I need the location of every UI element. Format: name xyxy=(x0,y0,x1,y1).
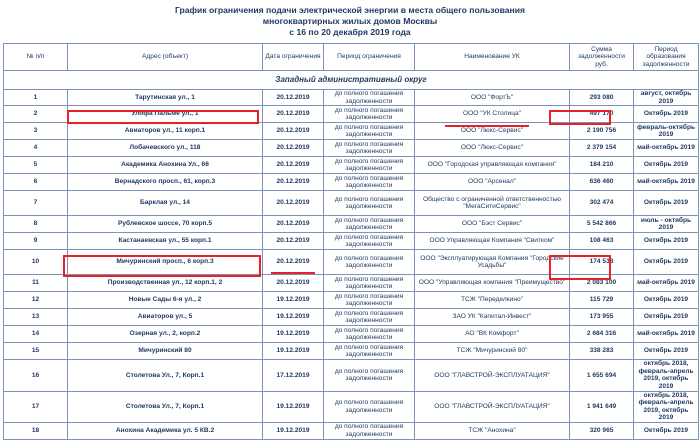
highlight-address-row-10 xyxy=(63,255,261,277)
date-cell: 20.12.2019 xyxy=(263,233,324,250)
sum-cell: 293 080 xyxy=(570,90,634,106)
address-cell: Мичуринский просп., 6 корп.3 xyxy=(68,250,263,275)
row-number: 2 xyxy=(4,106,68,123)
sum-cell: 636 460 xyxy=(570,174,634,191)
row-number: 15 xyxy=(4,343,68,360)
period-cell: до полного погашения задолженности xyxy=(324,216,415,233)
table-row xyxy=(4,191,699,216)
debt-period-cell: октябрь 2018, февраль-апрель 2019, октябрь 2019 xyxy=(634,360,699,391)
sum-cell: 2 379 154 xyxy=(570,140,634,157)
col-header-date: Дата ограничения xyxy=(263,44,324,71)
highlight-address-row-2 xyxy=(67,110,259,124)
address-cell: Вернадского просп., 61, корп.3 xyxy=(68,174,263,191)
period-cell: до полного погашения задолженности xyxy=(324,157,415,174)
period-cell: до полного погашения задолженности xyxy=(324,250,415,275)
debt-period-cell: Октябрь 2019 xyxy=(634,106,699,123)
address-cell: Авиаторов ул., 5 xyxy=(68,309,263,326)
date-cell: 20.12.2019 xyxy=(263,191,324,216)
table-row xyxy=(4,360,699,391)
date-cell: 20.12.2019 xyxy=(263,90,324,106)
row-number: 17 xyxy=(4,391,68,422)
col-header-debt-period: Период образования задолженности xyxy=(634,44,699,71)
date-cell: 19.12.2019 xyxy=(263,391,324,422)
period-cell: до полного погашения задолженности xyxy=(324,422,415,439)
date-cell: 20.12.2019 xyxy=(263,157,324,174)
period-cell: до полного погашения задолженности xyxy=(324,292,415,309)
table-row xyxy=(4,123,699,140)
uk-cell: ООО "Арсенал" xyxy=(415,174,570,191)
sum-cell: 338 283 xyxy=(570,343,634,360)
col-header-sum: Сумма задолженности руб. xyxy=(570,44,634,71)
col-header-uk: Наименование УК xyxy=(415,44,570,71)
sum-cell: 320 965 xyxy=(570,422,634,439)
uk-cell: АО "ВК Комфорт" xyxy=(415,326,570,343)
row-number: 7 xyxy=(4,191,68,216)
debt-period-cell: май-октябрь 2019 xyxy=(634,326,699,343)
date-cell: 19.12.2019 xyxy=(263,343,324,360)
row-number: 3 xyxy=(4,123,68,140)
row-number: 10 xyxy=(4,250,68,275)
address-cell: Тарутинская ул., 1 xyxy=(68,90,263,106)
address-cell: Лобачевского ул., 118 xyxy=(68,140,263,157)
table-row xyxy=(4,391,699,422)
date-cell: 20.12.2019 xyxy=(263,216,324,233)
debt-period-cell: Октябрь 2019 xyxy=(634,191,699,216)
address-cell: Академика Анохина Ул., 66 xyxy=(68,157,263,174)
table-row xyxy=(4,326,699,343)
uk-cell: ООО "ФортЪ" xyxy=(415,90,570,106)
sum-cell: 497 170 xyxy=(570,106,634,123)
highlight-sum-row-2 xyxy=(549,110,611,125)
address-cell: Барклая ул., 14 xyxy=(68,191,263,216)
period-cell: до полного погашения задолженности xyxy=(324,309,415,326)
debt-period-cell: август, октябрь 2019 xyxy=(634,90,699,106)
row-number: 18 xyxy=(4,422,68,439)
date-cell: 19.12.2019 xyxy=(263,422,324,439)
uk-cell: ООО Управляющая Компания "Свитком" xyxy=(415,233,570,250)
period-cell: до полного погашения задолженности xyxy=(324,233,415,250)
address-cell: Рублевское шоссе, 70 корп.5 xyxy=(68,216,263,233)
address-cell: Авиаторов ул., 11 корп.1 xyxy=(68,123,263,140)
row-number: 14 xyxy=(4,326,68,343)
period-cell: до полного погашения задолженности xyxy=(324,123,415,140)
address-cell: Улофа Пальме ул., 1 xyxy=(68,106,263,123)
address-cell: Столетова Ул., 7, Корп.1 xyxy=(68,360,263,391)
section-title: Западный административный округ xyxy=(4,71,699,90)
table-row xyxy=(4,233,699,250)
debt-period-cell: октябрь 2018, февраль-апрель 2019, октябрь 2019 xyxy=(634,391,699,422)
row-number: 8 xyxy=(4,216,68,233)
debt-period-cell: июль - октябрь 2019 xyxy=(634,216,699,233)
debt-period-cell: февраль-октябрь 2019 xyxy=(634,123,699,140)
uk-cell: ООО "Люкс-Сервис" xyxy=(415,140,570,157)
debt-period-cell: Октябрь 2019 xyxy=(634,250,699,275)
debt-period-cell: май-октябрь 2019 xyxy=(634,140,699,157)
address-cell: Озерная ул., 2, корп.2 xyxy=(68,326,263,343)
address-cell: Новые Сады 6-я ул., 2 xyxy=(68,292,263,309)
debt-period-cell: Октябрь 2019 xyxy=(634,343,699,360)
date-cell: 20.12.2019 xyxy=(263,250,324,275)
period-cell: до полного погашения задолженности xyxy=(324,343,415,360)
debt-period-cell: май-октябрь 2019 xyxy=(634,174,699,191)
sum-cell: 5 542 866 xyxy=(570,216,634,233)
address-cell: Столетова Ул., 7, Корп.1 xyxy=(68,391,263,422)
row-number: 12 xyxy=(4,292,68,309)
sum-cell: 2 684 316 xyxy=(570,326,634,343)
debt-period-cell: Октябрь 2019 xyxy=(634,292,699,309)
uk-cell: ЗАО УК "Капитал-Инвест" xyxy=(415,309,570,326)
sum-cell: 184 210 xyxy=(570,157,634,174)
address-cell: Мичуринский 80 xyxy=(68,343,263,360)
row-number: 9 xyxy=(4,233,68,250)
period-cell: до полного погашения задолженности xyxy=(324,174,415,191)
address-cell: Анохина Академика ул. 5 КВ.2 xyxy=(68,422,263,439)
title-line-3: с 16 по 20 декабря 2019 года xyxy=(289,27,411,37)
col-header-address: Адрес (объект) xyxy=(68,44,263,71)
date-cell: 20.12.2019 xyxy=(263,106,324,123)
debt-period-cell: Октябрь 2019 xyxy=(634,422,699,439)
uk-cell: ТСЖ "Переделкино" xyxy=(415,292,570,309)
table-row xyxy=(4,216,699,233)
debt-period-cell: Октябрь 2019 xyxy=(634,233,699,250)
date-cell: 20.12.2019 xyxy=(263,275,324,292)
date-cell: 19.12.2019 xyxy=(263,292,324,309)
uk-cell: ООО "Эксплуатирующая Компания "Городские Усадьбы" xyxy=(415,250,570,275)
sum-cell: 115 729 xyxy=(570,292,634,309)
section-row xyxy=(4,71,699,90)
period-cell: до полного погашения задолженности xyxy=(324,106,415,123)
uk-cell: ООО "УК Столица" xyxy=(415,106,570,123)
uk-cell: ТСЖ "Мичуринский 80" xyxy=(415,343,570,360)
sum-cell: 302 474 xyxy=(570,191,634,216)
debt-period-cell: Октябрь 2019 xyxy=(634,309,699,326)
underline-date-row-10 xyxy=(271,272,315,274)
table-row xyxy=(4,422,699,439)
header-row xyxy=(4,44,699,71)
title-line-1: График ограничения подачи электрической энергии в места общего пользования xyxy=(174,5,526,15)
sum-cell: 1 655 694 xyxy=(570,360,634,391)
sum-cell: 173 955 xyxy=(570,309,634,326)
table-row xyxy=(4,157,699,174)
table-row xyxy=(4,292,699,309)
sum-cell: 2 190 756 xyxy=(570,123,634,140)
sum-cell: 2 083 100 xyxy=(570,275,634,292)
period-cell: до полного погашения задолженности xyxy=(324,360,415,391)
col-header-num: № п/п xyxy=(4,44,68,71)
schedule-table xyxy=(3,43,699,440)
uk-cell: Общество с ограниченной ответственностью "МегаСитиСервис" xyxy=(415,191,570,216)
table-row xyxy=(4,140,699,157)
table-row xyxy=(4,90,699,106)
uk-cell: ТСЖ "Анохина" xyxy=(415,422,570,439)
table-row xyxy=(4,174,699,191)
col-header-period: Период ограничения xyxy=(324,44,415,71)
debt-period-cell: Октябрь 2019 xyxy=(634,157,699,174)
sum-cell: 174 538 xyxy=(570,250,634,275)
row-number: 16 xyxy=(4,360,68,391)
period-cell: до полного погашения задолженности xyxy=(324,140,415,157)
row-number: 13 xyxy=(4,309,68,326)
row-number: 6 xyxy=(4,174,68,191)
address-cell: Производственная ул., 12 корп.1, 2 xyxy=(68,275,263,292)
date-cell: 19.12.2019 xyxy=(263,326,324,343)
date-cell: 20.12.2019 xyxy=(263,140,324,157)
period-cell: до полного погашения задолженности xyxy=(324,90,415,106)
page-title xyxy=(0,5,700,38)
period-cell: до полного погашения задолженности xyxy=(324,191,415,216)
date-cell: 19.12.2019 xyxy=(263,309,324,326)
uk-cell: ООО "Бэст Сервис" xyxy=(415,216,570,233)
uk-cell: ООО "ГЛАВСТРОЙ-ЭКСПЛУАТАЦИЯ" xyxy=(415,360,570,391)
date-cell: 20.12.2019 xyxy=(263,123,324,140)
uk-cell: ООО "Управляющая компания "Преимущество" xyxy=(415,275,570,292)
title-line-2: многоквартирных жилых домов Москвы xyxy=(262,16,438,26)
period-cell: до полного погашения задолженности xyxy=(324,275,415,292)
sum-cell: 1 941 649 xyxy=(570,391,634,422)
table-row xyxy=(4,343,699,360)
row-number: 11 xyxy=(4,275,68,292)
uk-cell: ООО "ГЛАВСТРОЙ-ЭКСПЛУАТАЦИЯ" xyxy=(415,391,570,422)
date-cell: 17.12.2019 xyxy=(263,360,324,391)
date-cell: 20.12.2019 xyxy=(263,174,324,191)
uk-cell: ООО "Городская управляющая компания" xyxy=(415,157,570,174)
underline-uk-row-2 xyxy=(445,125,529,127)
row-number: 1 xyxy=(4,90,68,106)
sum-cell: 108 463 xyxy=(570,233,634,250)
address-cell: Кастанаевская ул., 55 корп.1 xyxy=(68,233,263,250)
row-number: 5 xyxy=(4,157,68,174)
table-row xyxy=(4,309,699,326)
period-cell: до полного погашения задолженности xyxy=(324,326,415,343)
highlight-sum-row-10 xyxy=(549,255,611,280)
period-cell: до полного погашения задолженности xyxy=(324,391,415,422)
row-number: 4 xyxy=(4,140,68,157)
uk-cell: ООО "Люкс-Сервис" xyxy=(415,123,570,140)
debt-period-cell: май-октябрь 2019 xyxy=(634,275,699,292)
